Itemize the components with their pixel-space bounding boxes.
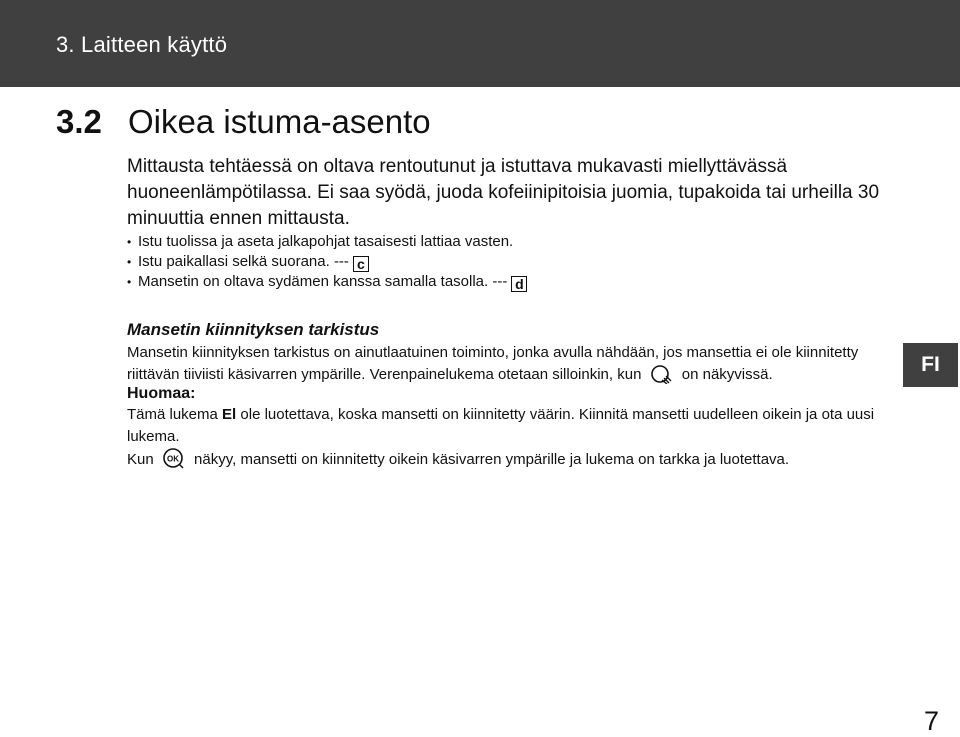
cuff-wrap-icon <box>650 364 674 391</box>
ok-text-start: Kun <box>127 451 154 468</box>
cuff-check-heading: Mansetin kiinnityksen tarkistus <box>127 320 380 339</box>
ok-text-end: näkyy, mansetti on kiinnitetty oikein käsivarren ympärille ja lukema on tarkka ja luotettava. <box>194 451 790 468</box>
section-title: Oikea istuma-asento <box>128 103 431 140</box>
note-paragraph <box>127 404 907 448</box>
figure-ref-d: d <box>511 276 527 292</box>
intro-paragraph: Mittausta tehtäessä on oltava rentoutunut ja istuttava mukavasti miellyttävässä huoneenlämpötilassa. Ei saa syödä, juoda kofeiinipitoisia juomia, tupakoida tai urheilla 30 minuuttia ennen mittausta. <box>127 156 880 229</box>
note-text-start: Tämä lukema <box>127 406 218 423</box>
cuff-check-paragraph <box>127 342 907 391</box>
svg-text:OK: OK <box>166 454 179 464</box>
list-item <box>127 232 887 252</box>
note-text-end: ole luotettava, koska mansetti on kiinnitetty väärin. Kiinnitä mansetti uudelleen oikein ja ota uusi lukema. <box>127 406 875 445</box>
list-item <box>127 272 887 292</box>
note-heading: Huomaa: <box>127 385 196 402</box>
list-item <box>127 252 887 272</box>
cuff-check-text-end: on näkyvissä. <box>681 366 773 383</box>
posture-list <box>127 232 887 292</box>
section-number: 3.2 <box>56 103 102 140</box>
section-heading <box>56 102 431 142</box>
cuff-ok-icon <box>162 447 186 476</box>
list-item-text: Mansetin on oltava sydämen kanssa samalla tasolla. --- <box>138 273 508 290</box>
figure-ref-c: c <box>353 256 369 272</box>
list-item-text: Istu tuolissa ja aseta jalkapohjat tasaisesti lattiaa vasten. <box>138 233 514 250</box>
cuff-check-text: Mansetin kiinnityksen tarkistus on ainutlaatuinen toiminto, jonka avulla nähdään, jos mansettia ei ole kiinnitetty riittävän tiiviisti käsivarren ympärille. Verenpainelukema otetaan silloinkin, kun <box>127 344 859 383</box>
page-number: 7 <box>924 706 940 736</box>
ok-paragraph <box>127 447 907 476</box>
language-tab: FI <box>903 343 958 387</box>
error-code: El <box>222 406 237 423</box>
chapter-title: 3. Laitteen käyttö <box>56 32 228 57</box>
list-item-text: Istu paikallasi selkä suorana. --- <box>138 253 349 270</box>
page-header <box>0 0 960 87</box>
